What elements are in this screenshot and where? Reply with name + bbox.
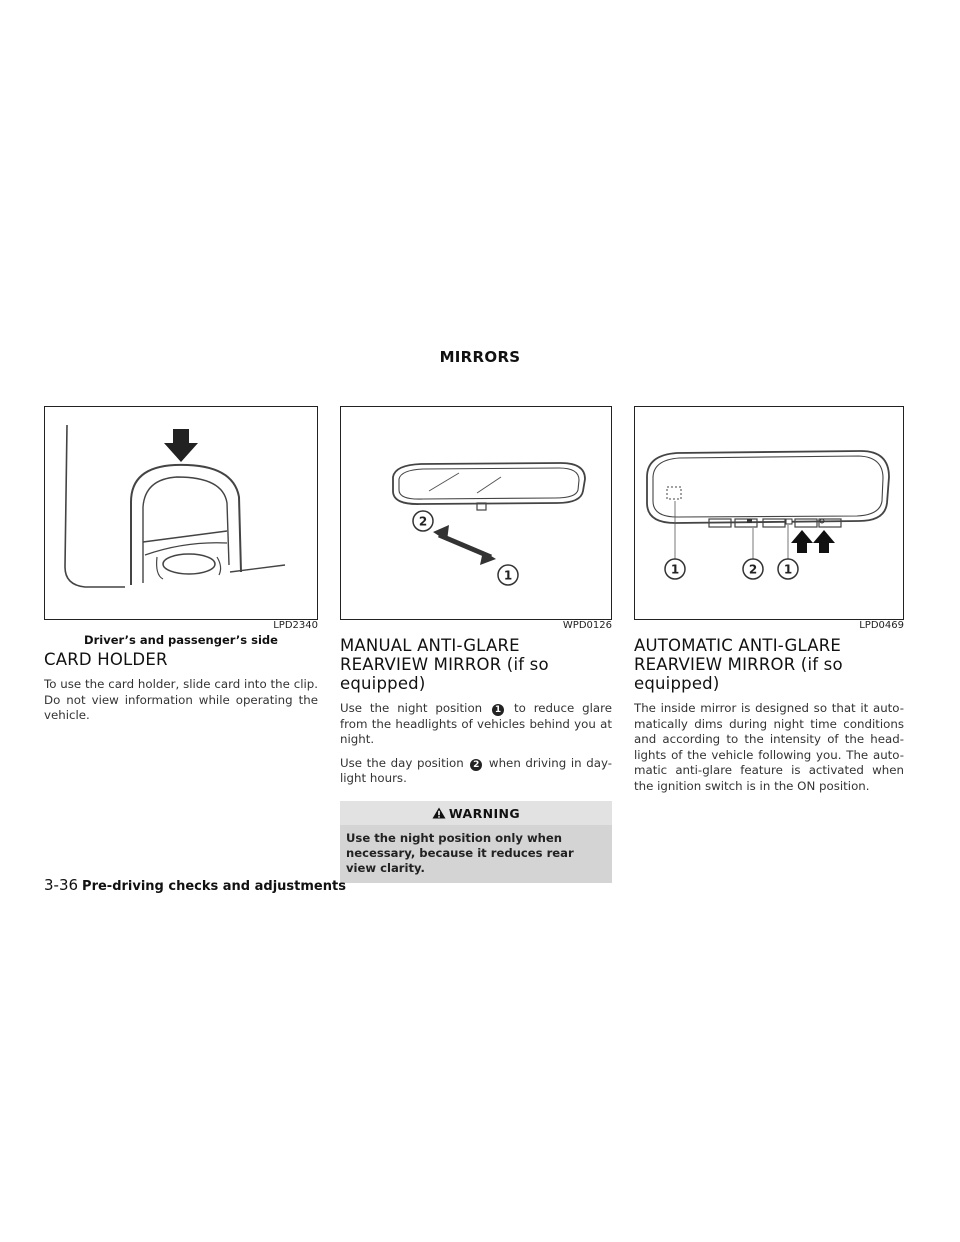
- warning-text: Use the night position only when necessary, because it reduces rear view clarity.: [340, 825, 612, 883]
- body-text: The inside mirror is designed so that it auto-matically dims during night time conditions and according to the intensity of the head-lights of the vehicle following you. The auto-matic anti-glare feature is activated when the ignition switch is in the ON position.: [634, 701, 904, 793]
- arrow-up-icon: [813, 530, 835, 553]
- page-footer: [44, 876, 346, 894]
- auto-mirror-illustration: [635, 407, 903, 619]
- section-heading: AUTOMATIC ANTI-GLARE REARVIEW MIRROR (if so equipped): [634, 636, 843, 693]
- card-holder-illustration: [45, 407, 317, 619]
- figure-code: WPD0126: [562, 620, 612, 631]
- figure-code: LPD2340: [273, 620, 318, 631]
- card-holder-figure: [44, 406, 318, 620]
- body-text: To use the card holder, slide card into the clip. Do not view information while operating the vehicle.: [44, 677, 318, 722]
- callout-label: 2: [418, 514, 428, 529]
- figure-code: LPD0469: [859, 620, 904, 631]
- body-text: Use the day position 2 when driving in day-light hours.: [340, 755, 612, 785]
- warning-box: [340, 801, 612, 883]
- warning-label: WARNING: [448, 805, 521, 821]
- callout-label: 2: [748, 562, 758, 577]
- auto-mirror-figure: [634, 406, 904, 620]
- chapter-title: Pre-driving checks and adjustments: [82, 879, 346, 894]
- manual-mirror-figure: [340, 406, 612, 620]
- arrow-down-icon: [164, 429, 198, 462]
- manual-mirror-section: [340, 636, 612, 883]
- callout-label: 1: [783, 562, 793, 577]
- figure-caption: Driver’s and passenger’s side: [84, 633, 278, 647]
- section-title: MIRRORS: [439, 348, 521, 366]
- manual-mirror-illustration: [341, 407, 611, 619]
- section-heading: MANUAL ANTI-GLARE REARVIEW MIRROR (if so equipped): [340, 636, 549, 693]
- card-holder-section: [44, 650, 318, 732]
- warning-header: [340, 801, 612, 825]
- marker-1: 1: [492, 704, 504, 716]
- arrow-left-icon: [433, 525, 449, 541]
- body-text: Use the night position 1 to reduce glare from the headlights of vehicles behind you at night.: [340, 701, 612, 746]
- section-heading: CARD HOLDER: [44, 650, 168, 669]
- callout-label: 1: [503, 568, 513, 583]
- auto-mirror-section: [634, 636, 904, 802]
- callout-label: 1: [670, 562, 680, 577]
- warning-icon: [432, 807, 446, 819]
- marker-2: 2: [470, 759, 482, 771]
- page-number: 3-36: [44, 876, 79, 894]
- arrow-up-icon: [791, 530, 813, 553]
